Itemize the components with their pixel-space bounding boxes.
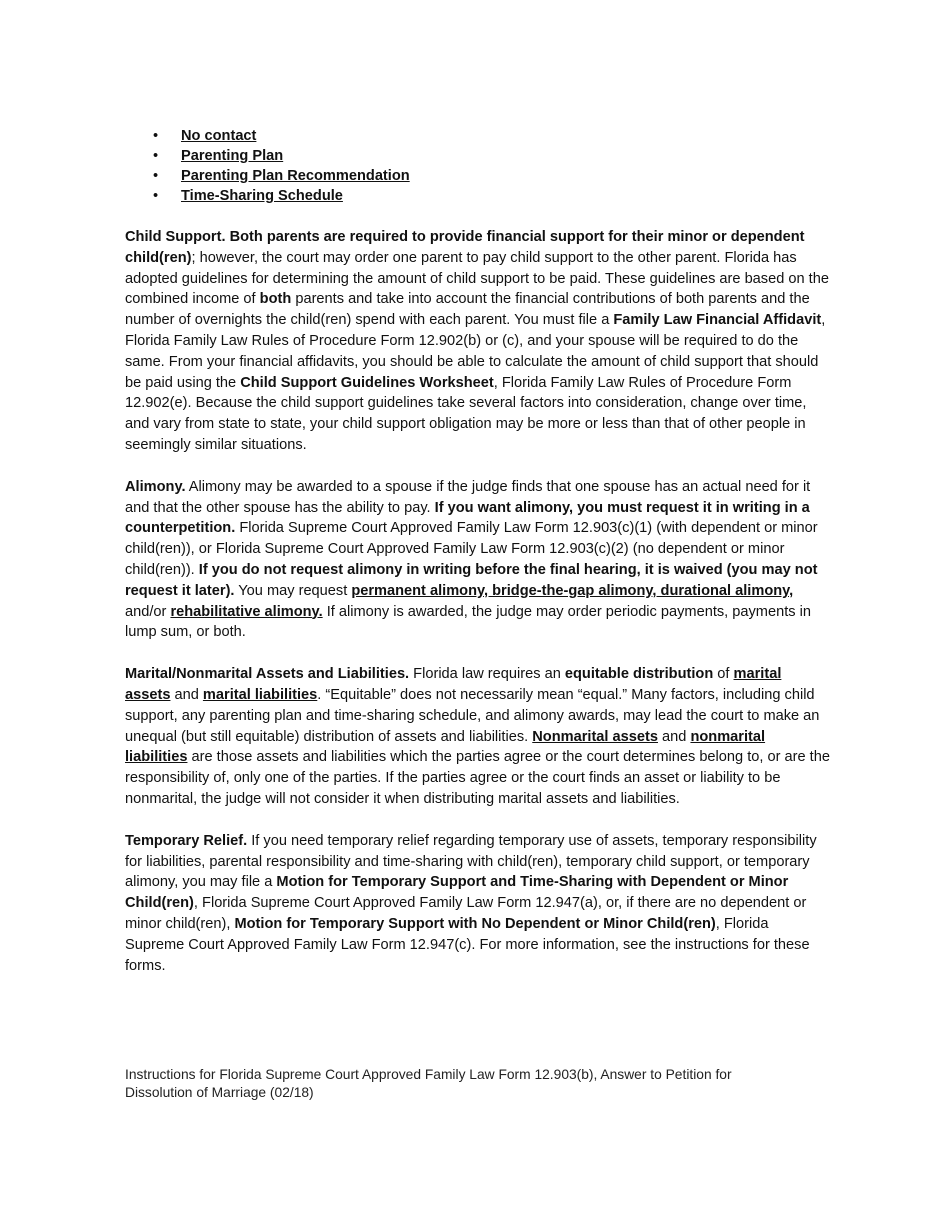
paragraph-text: Florida Supreme Court Approved Family Law Form 12.903(c)(1) (with dependent or minor child(ren)), or Florida Supreme Court Approved Family Law Form 12.903(c)(2) (no dependent or minor child(ren)).	[125, 520, 818, 578]
paragraph-text: , Florida Supreme Court Approved Family Law Form 12.947(c). For more information, see the instructions for these forms.	[125, 915, 810, 974]
bullet-icon: •	[153, 188, 159, 204]
temporary-relief-heading: Temporary Relief.	[125, 832, 248, 849]
emphasis-equitable-distribution: equitable distribution	[564, 666, 714, 683]
paragraph-text: of	[713, 666, 734, 683]
paragraph-text: Alimony may be awarded to a spouse if the judge finds that one spouse has an actual need for it and that the other spouse has the ability to pay.	[125, 478, 811, 516]
assets-paragraph	[125, 664, 830, 810]
paragraph-text: , Florida Supreme Court Approved Family Law Form 12.947(a), or, if there are no dependent or minor child(ren),	[125, 895, 807, 932]
alimony-paragraph	[125, 477, 830, 643]
paragraph-text: You may request	[234, 582, 352, 599]
footer-line-2: Dissolution of Marriage (02/18)	[125, 1085, 314, 1100]
child-support-heading: Child Support.	[125, 229, 226, 245]
footer-line-1: Instructions for Florida Supreme Court Approved Family Law Form 12.903(b), Answer to Petition for	[125, 1067, 732, 1082]
paragraph-text: ; however, the court may order one parent to pay child support to the other parent. Florida has adopted guidelines for determining the amount of child support to be paid. These guidelines are based on the combined income of	[125, 249, 829, 308]
paragraph-text: parents and take into account the financial contributions of both parents and the number of overnights the child(ren) spend with each parent. You must file a	[125, 291, 810, 329]
glossary-link-no-contact[interactable]: No contact	[181, 128, 257, 144]
alimony-heading: Alimony.	[125, 478, 186, 495]
paragraph-text: . “Equitable” does not necessarily mean “equal.” Many factors, including child support, any parenting plan and time-sharing schedule, and alimony awards, may lead the court to make an unequal (but still equitable) distribution of assets and liabilities.	[125, 686, 820, 745]
form-title-affidavit: Family Law Financial Affidavit	[613, 312, 822, 329]
paragraph-text: , Florida Family Law Rules of Procedure Form 12.902(b) or (c), and your spouse will be required to do the same. From your financial affidavits, you should be able to calculate the amount of child support that should be paid using the	[125, 312, 826, 391]
paragraph-text: If you need temporary relief regarding temporary use of assets, temporary responsibility for liabilities, parental responsibility and time-sharing with child(ren), temporary child support, or temporary alimony, you may file a	[125, 832, 817, 891]
paragraph-text: Florida law requires an	[409, 666, 565, 683]
form-title-motion-no-children: Motion for Temporary Support with No Dependent or Minor Child(ren)	[234, 915, 716, 932]
glossary-link-parenting-plan[interactable]: Parenting Plan	[181, 148, 284, 164]
list-item	[125, 146, 830, 166]
form-title-worksheet: Child Support Guidelines Worksheet	[240, 374, 494, 391]
paragraph-text: are those assets and liabilities which the parties agree or the court determines belong to, or are the responsibility of, only one of the parties. If the parties agree or the court finds an asset or liability to be nonmarital, the judge will not consider it when distributing marital assets and liabilities.	[125, 749, 830, 807]
bullet-icon: •	[153, 168, 159, 184]
paragraph-text: and	[657, 728, 691, 745]
page-footer	[125, 1066, 830, 1102]
child-support-paragraph	[125, 227, 830, 456]
bullet-icon: •	[153, 148, 159, 164]
paragraph-text: and/or	[125, 603, 171, 620]
glossary-link-nonmarital-assets[interactable]: Nonmarital assets	[532, 728, 658, 745]
form-title-motion-with-children: Motion for Temporary Support and Time-Sharing with Dependent or Minor Child(ren)	[125, 874, 789, 912]
glossary-link-alimony-types[interactable]: permanent alimony, bridge-the-gap alimony, durational alimony,	[351, 582, 794, 599]
glossary-term-list	[125, 126, 830, 206]
glossary-link-parenting-plan-recommendation[interactable]: Parenting Plan Recommendation	[181, 168, 410, 184]
glossary-link-marital-liabilities[interactable]: marital liabilities	[202, 686, 318, 703]
glossary-link-rehabilitative-alimony[interactable]: rehabilitative alimony.	[170, 603, 323, 620]
assets-heading: Marital/Nonmarital Assets and Liabilities.	[125, 666, 410, 683]
list-item	[125, 166, 830, 186]
alimony-requirement: If you want alimony, you must request it in writing in a counterpetition.	[125, 499, 810, 537]
glossary-link-marital-assets[interactable]: marital assets	[125, 666, 782, 703]
child-support-lead: Both parents are required to provide financial support for their minor or dependent child(ren)	[125, 229, 805, 266]
document-body	[125, 126, 830, 976]
emphasis-both: both	[259, 291, 292, 308]
list-item	[125, 126, 830, 146]
glossary-link-nonmarital-liabilities[interactable]: nonmarital liabilities	[125, 728, 766, 766]
list-item	[125, 186, 830, 206]
paragraph-text: If alimony is awarded, the judge may order periodic payments, payments in lump sum, or both.	[125, 603, 811, 641]
paragraph-text: and	[170, 686, 203, 703]
paragraph-text: , Florida Family Law Rules of Procedure Form 12.902(e). Because the child support guidelines take several factors into consideration, change over time, and vary from state to state, your child support obligation may be more or less than that of other people in seemingly similar situations.	[125, 374, 807, 453]
alimony-waiver-warning: If you do not request alimony in writing before the final hearing, it is waived (you may not request it later).	[125, 561, 818, 599]
temporary-relief-paragraph	[125, 831, 830, 977]
bullet-icon: •	[153, 128, 159, 144]
glossary-link-time-sharing-schedule[interactable]: Time-Sharing Schedule	[181, 188, 343, 204]
